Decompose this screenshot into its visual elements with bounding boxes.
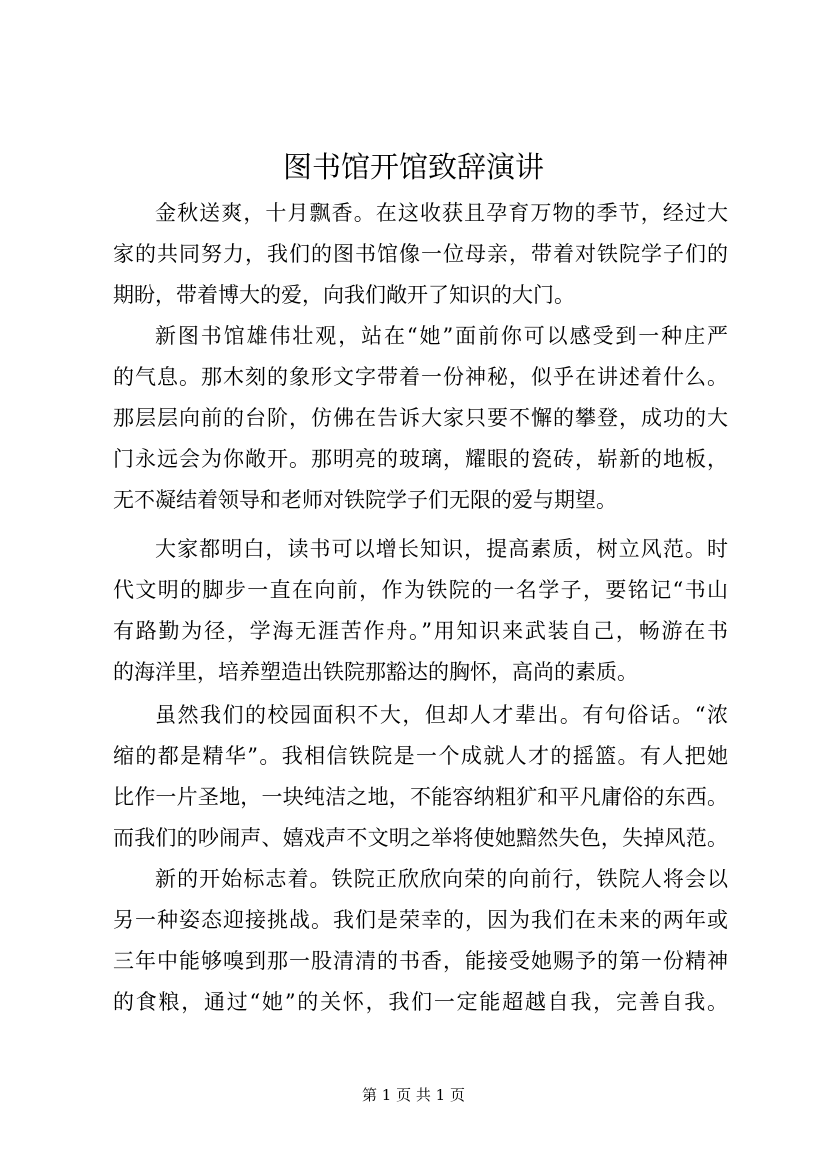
page-number-footer: 第 1 页 共 1 页	[362, 1086, 465, 1104]
paragraph-3-line-1: 大家都明白，读书可以增长知识，提高素质，树立风范。时	[155, 537, 728, 561]
paragraph-4-line-4: 而我们的吵闹声、嬉戏声不文明之举将使她黯然失色，失掉风范。	[113, 826, 728, 850]
paragraph-2-line-5: 无不凝结着领导和老师对铁院学子们无限的爱与期望。	[113, 488, 617, 512]
paragraph-4-line-2: 缩的都是精华”。我相信铁院是一个成就人才的摇篮。有人把她	[113, 744, 728, 768]
paragraph-4-line-3: 比作一片圣地，一块纯洁之地，不能容纳粗犷和平凡庸俗的东西。	[113, 785, 728, 809]
paragraph-2-line-3: 那层层向前的台阶，仿佛在告诉大家只要不懈的攀登，成功的大	[113, 406, 728, 430]
paragraph-2-line-4: 门永远会为你敞开。那明亮的玻璃，耀眼的瓷砖，崭新的地板，	[113, 447, 728, 471]
paragraph-1-line-2: 家的共同努力，我们的图书馆像一位母亲，带着对铁院学子们的	[113, 242, 728, 266]
paragraph-1-line-1: 金秋送爽，十月飘香。在这收获且孕育万物的季节，经过大	[155, 201, 728, 225]
paragraph-3-line-4: 的海洋里，培养塑造出铁院那豁达的胸怀，高尚的素质。	[113, 660, 638, 684]
document-title: 图书馆开馆致辞演讲	[282, 150, 544, 184]
paragraph-1-line-3: 期盼，带着博大的爱，向我们敞开了知识的大门。	[113, 283, 575, 307]
paragraph-3-line-2: 代文明的脚步一直在向前，作为铁院的一名学子，要铭记“书山	[113, 578, 728, 602]
paragraph-5-line-4: 的食粮，通过“她”的关怀，我们一定能超越自我，完善自我。	[113, 990, 728, 1014]
paragraph-5-line-2: 另一种姿态迎接挑战。我们是荣幸的，因为我们在未来的两年或	[113, 908, 728, 932]
paragraph-5-line-3: 三年中能够嗅到那一股清清的书香，能接受她赐予的第一份精神	[113, 949, 728, 973]
paragraph-2-line-1: 新图书馆雄伟壮观，站在“她”面前你可以感受到一种庄严	[155, 324, 728, 348]
paragraph-4-line-1: 虽然我们的校园面积不大，但却人才辈出。有句俗话。“浓	[155, 703, 728, 727]
paragraph-3-line-3: 有路勤为径，学海无涯苦作舟。”用知识来武装自己，畅游在书	[113, 619, 728, 643]
paragraph-2-line-2: 的气息。那木刻的象形文字带着一份神秘，似乎在讲述着什么。	[113, 365, 728, 389]
paragraph-5-line-1: 新的开始标志着。铁院正欣欣向荣的向前行，铁院人将会以	[155, 867, 728, 891]
